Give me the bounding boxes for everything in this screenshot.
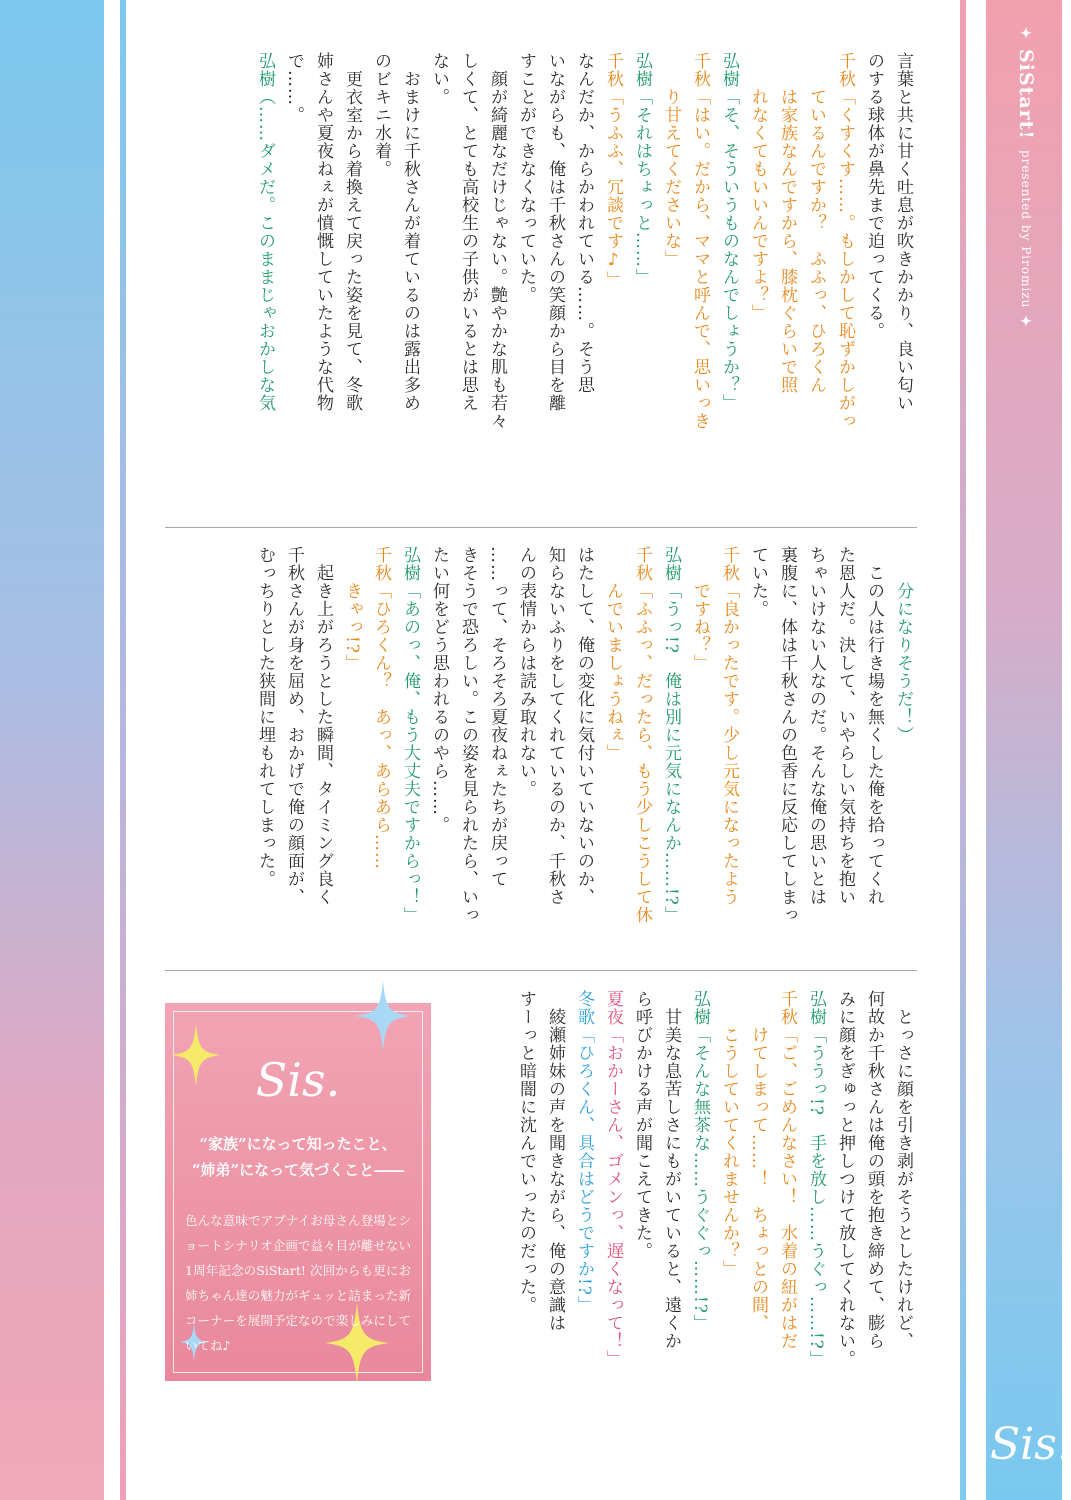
dialogue-line: り甘えてくださいな」 <box>661 52 681 268</box>
narration-line: すーっと暗闇に沈んでいったのだった。 <box>516 990 536 1314</box>
section-divider <box>165 527 917 528</box>
left-accent-stripe <box>120 0 126 1500</box>
narration-line: 綾瀬姉妹の声を聞きながら、俺の意識は <box>545 990 565 1332</box>
narration-line: すことができなくなっていた。 <box>516 52 536 304</box>
narration-line: ていた。 <box>748 546 768 618</box>
dialogue-line: ですね？」 <box>690 546 710 672</box>
credit-line: presented by Piromizu <box>1019 149 1033 309</box>
dialogue-line: きゃっ!?」 <box>342 546 362 672</box>
narration-line: で……。 <box>284 52 304 124</box>
dialogue-line: んでいましょうねぇ」 <box>603 546 623 762</box>
box-logo: Sis. <box>255 1053 341 1107</box>
narration-line: しくて、とても高校生の子供がいるとは思え <box>458 52 478 412</box>
narration-line: たい何をどう思われるのやら……。 <box>429 546 449 834</box>
dialogue-line: 弘樹「そ、そういうものなんでしょうか？」 <box>719 52 739 412</box>
narration-line: 甘美な息苦しさにもがいていると、遠くか <box>661 990 681 1350</box>
info-box <box>165 1003 431 1381</box>
narration-line: 言葉と共に甘く吐息が吹きかかり、良い匂い <box>893 52 913 412</box>
dialogue-line: 冬歌「ひろくん、具合はどうですか!?」 <box>574 990 594 1314</box>
narration-line: きそうで恐ろしい。この姿を見られたら、いっ <box>458 546 478 924</box>
narration-line: のする球体が鼻先まで迫ってくる。 <box>864 52 884 340</box>
side-logo: Sis. <box>990 1419 1071 1470</box>
dialogue-line: 弘樹（……ダメだ。このままじゃおかしな気 <box>255 52 275 412</box>
narration-line: 更衣室から着換えて戻った姿を見て、冬歌 <box>342 52 362 412</box>
narration-line: なんだか、からかわれている……。そう思 <box>574 52 594 394</box>
narration-line: いながらも、俺は千秋さんの笑顔から目を離 <box>545 52 565 412</box>
narration-line: 姉さんや夏夜ねぇが憤慨していたような代物 <box>313 52 333 412</box>
dialogue-line: れなくてもいいんですよ？」 <box>748 52 768 322</box>
narration-line: ……って、そろそろ夏夜ねぇたちが戻って <box>487 546 507 888</box>
narration-line: 何故か千秋さんは俺の頭を抱き締めて、膨ら <box>864 990 884 1350</box>
dialogue-line: 夏夜「おかーさん、ゴメンっ、遅くなって！」 <box>603 990 623 1368</box>
box-heading-line1: “家族”になって知ったこと、 <box>199 1135 397 1153</box>
dialogue-line: 千秋「ひろくん？ あっ、あらあら…… <box>371 546 391 870</box>
dialogue-line: こうしていてくれませんか？」 <box>719 990 739 1278</box>
narration-line: た恩人だ。決して、いやらしい気持ちを抱い <box>835 546 855 906</box>
dialogue-line: 弘樹「うっ!? 俺は別に元気になんか……!?」 <box>661 546 681 924</box>
narration-line: のビキニ水着。 <box>371 52 391 178</box>
dialogue-line: ているんですか？ ふふっ、ひろくん <box>806 52 826 394</box>
narration-line: 顔が綺麗なだけじゃない。艶やかな肌も若々 <box>487 52 507 430</box>
narration-line: みに顔をぎゅっと押しつけて放してくれない。 <box>835 990 855 1368</box>
sparkle-icon: ✦ <box>1018 26 1034 43</box>
story-section-3 <box>455 990 917 1390</box>
dialogue-line: 弘樹「あのっ、俺、もう大丈夫ですからっ！」 <box>400 546 420 924</box>
dialogue-line: 千秋「ご、ごめんなさい！ 水着の紐がはだ <box>777 990 797 1350</box>
box-body-text: 色んな意味でアブナイお母さん登場とショートシナリオ企画で益々目が離せない1周年記念のSiStart! 次回からも更にお姉ちゃん達の魅力がギュッと詰まった新コーナーを展開予定なので楽しみにしていてね♪ <box>185 1213 411 1353</box>
box-heading <box>175 1131 421 1183</box>
right-accent-stripe <box>960 0 966 1500</box>
dialogue-line: 千秋「うふふ、冗談です♪」 <box>603 52 623 289</box>
narration-line: 起き上がろうとした瞬間、タイミング良く <box>313 546 333 906</box>
narration-line: むっちりとした狭間に埋もれてしまった。 <box>255 546 275 888</box>
narration-line: この人は行き場を無くした俺を拾ってくれ <box>864 546 884 906</box>
narration-line: 裏腹に、体は千秋さんの色香に反応してしまっ <box>777 546 797 924</box>
sparkle-icon <box>355 981 411 1051</box>
dialogue-line: けてしまって……！ ちょっとの間、 <box>748 990 768 1332</box>
narration-line: おまけに千秋さんが着ているのは露出多め <box>400 52 420 412</box>
narration-line: はたして、俺の変化に気付いていないのか、 <box>574 546 594 906</box>
dialogue-line: 分になりそうだ！） <box>893 546 913 744</box>
box-heading-line2: “姉弟”になって気づくこと―― <box>191 1161 405 1179</box>
dialogue-line: 千秋「ふふっ、だったら、もう少しこうして休 <box>632 546 652 924</box>
narration-line: ら呼びかける声が聞こえてきた。 <box>632 990 652 1260</box>
sparkle-icon: ✦ <box>1018 314 1034 332</box>
narration-line: 千秋さんが身を屈め、おかげで俺の顔面が、 <box>284 546 304 906</box>
side-title <box>1006 20 1046 400</box>
magazine-title: SiStart! <box>1015 49 1037 140</box>
narration-line: ちゃいけない人なのだ。そんな俺の思いとは <box>806 546 826 906</box>
dialogue-line: 弘樹「それはちょっと……」 <box>632 52 652 286</box>
narration-line: んの表情からは読み取れない。 <box>516 546 536 798</box>
left-gradient-bar <box>0 0 104 1500</box>
narration-line: 知らないふりをしてくれているのか、千秋さ <box>545 546 565 906</box>
dialogue-line: 千秋「はい。だから、ママと呼んで、思いっき <box>690 52 710 430</box>
dialogue-line: 千秋「良かったです。少し元気になったよう <box>719 546 739 906</box>
dialogue-line: 千秋「くすくす……。もしかして恥ずかしがっ <box>835 52 855 430</box>
story-section-2 <box>165 546 917 952</box>
narration-line: ない。 <box>429 52 449 106</box>
section-divider <box>165 970 917 971</box>
story-section-1 <box>165 52 917 508</box>
narration-line: とっさに顔を引き剥がそうとしたけれど、 <box>893 990 913 1350</box>
dialogue-line: 弘樹「そんな無茶な……うぐぐっ……!?」 <box>690 990 710 1332</box>
dialogue-line: は家族なんですから、膝枕ぐらいで照 <box>777 52 797 394</box>
dialogue-line: 弘樹「ううっ!? 手を放し……うぐっ……!?」 <box>806 990 826 1368</box>
